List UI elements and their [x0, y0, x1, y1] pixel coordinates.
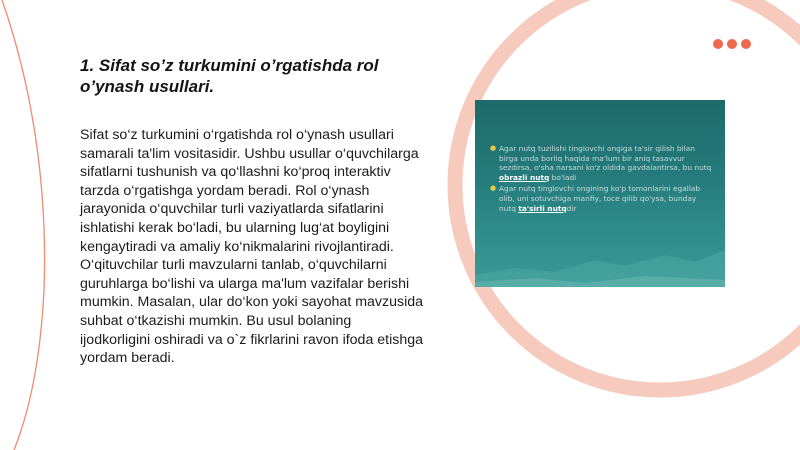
picture-bullet-list [489, 144, 715, 215]
picture-bullet-text: Agar nutq tuzilishi tinglovchi ongiga ta'sir qilish bilan birga unda borliq haqida ma'lum bir aniq tasavvur sezdirsa, o'sha narsani ko'z oldida gavdalantirsa, bu nutq [499, 144, 712, 173]
dot-icon [741, 39, 751, 49]
picture-bullet-text: Agar nutq tinglovchi ongining ko'p tomonlarini egallab olib, uni sotuvchiga manfiy, toce qilib qo'ysa, bunday nutq [499, 184, 701, 213]
picture-bullet-tail: dir [566, 203, 577, 213]
picture-bullet-item [489, 144, 715, 182]
decorative-line [2, 0, 45, 450]
slide-picture [475, 100, 725, 287]
picture-bullet-term: ta'sirli nutq [518, 203, 567, 213]
dot-icon [727, 39, 737, 49]
slide-body-text: Sifat so‘z turkumini o‘rgatishda rol o‘ynash usullari samarali ta'lim vositasidir. Ushbu usullar o‘quvchilarga sifatlarni tushunish va qo‘llashni ko‘proq interaktiv tarzda o‘rgatishga yordam beradi. Rol o‘ynash jarayonida o‘quvchilar turli vaziyatlarda sifatlarini ishlatishi kerak bo‘ladi, bu ularning lug‘at boyligini kengaytiradi va amaliy ko‘nikmalarini rivojlantiradi. O‘qituvchilar turli mavzularni tanlab, o‘quvchilarni guruhlarga bo‘lishi va ularga ma'lum vazifalar berishi mumkin. Masalan, ular do‘kon yoki sayohat mavzusida suhbat o‘tkazishi mumkin. Bu usul bolaning ijodkorligini oshiradi va o`z fikrlarini ravon ifoda etishga yordam beradi. [80, 127, 424, 367]
bullet-icon: ● [490, 184, 497, 193]
dot-icon [713, 39, 723, 49]
picture-bullet-tail: bo'ladi [549, 172, 577, 182]
picture-bullet-term: obrazli nutq [499, 172, 550, 182]
bullet-icon: ● [490, 144, 497, 152]
slide-title: 1. Sifat so’z turkumini o’rgatishda rol o’ynash usullari. [80, 56, 379, 96]
decorative-dots [713, 39, 751, 49]
picture-bullet-item [489, 184, 715, 213]
